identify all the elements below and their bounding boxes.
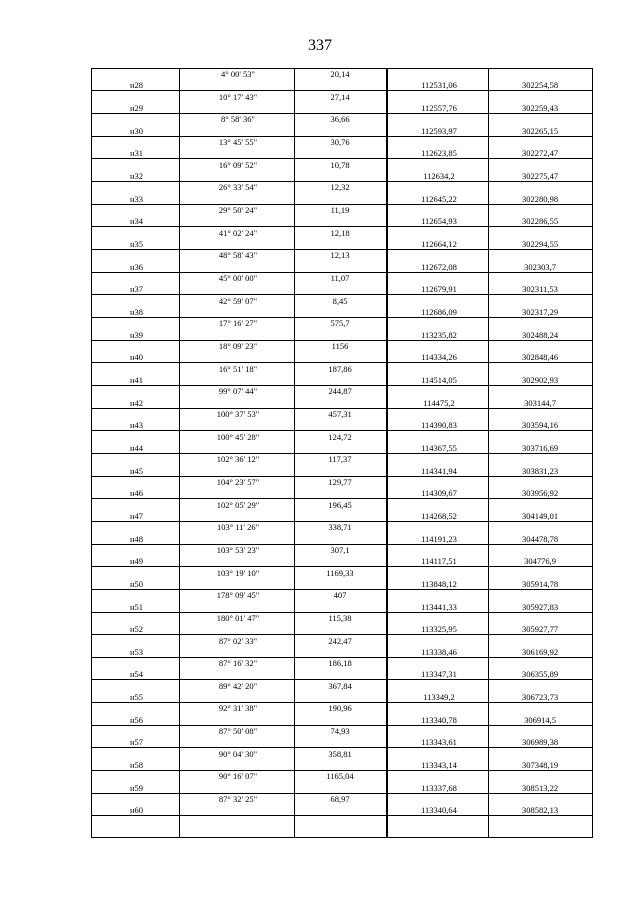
segment-row <box>92 477 592 488</box>
point-row <box>92 715 592 726</box>
segment-row <box>92 386 592 397</box>
segment-length: 358,81 <box>328 748 352 759</box>
direction-angle: 89° 42' 20" <box>218 680 258 691</box>
direction-angle: 13° 45' 55" <box>218 136 258 147</box>
point-name: н48 <box>130 533 144 544</box>
point-name: н46 <box>130 488 144 499</box>
direction-angle: 45° 00' 00" <box>218 272 258 283</box>
point-name: н54 <box>130 669 144 680</box>
segment-row <box>92 114 592 125</box>
segment-row <box>92 545 592 556</box>
direction-angle: 103° 11' 26" <box>216 522 260 533</box>
segment-length: 187,86 <box>328 363 352 374</box>
point-name: н60 <box>130 805 144 816</box>
y-coordinate: 302254,58 <box>521 80 559 91</box>
direction-angle: 103° 53' 23" <box>216 544 260 555</box>
direction-angle: 87° 02' 33" <box>218 635 258 646</box>
segment-row <box>92 771 592 782</box>
point-row <box>92 647 592 658</box>
x-coordinate: 114191,23 <box>421 533 457 544</box>
segment-row <box>92 658 592 669</box>
point-row <box>92 443 592 454</box>
y-coordinate: 308582,13 <box>521 805 559 816</box>
segment-length: 12,18 <box>330 227 350 238</box>
x-coordinate: 113349,2 <box>423 692 455 703</box>
point-row <box>92 103 592 114</box>
x-coordinate: 113441,33 <box>421 601 457 612</box>
direction-angle: 103° 19' 10" <box>216 567 260 578</box>
point-row <box>92 805 592 816</box>
y-coordinate: 305927,83 <box>521 601 559 612</box>
point-name: н47 <box>130 510 144 521</box>
direction-angle: 29° 50' 24" <box>218 204 258 215</box>
direction-angle: 99° 07' 44" <box>218 386 258 397</box>
segment-length: 8,45 <box>332 295 348 306</box>
segment-length: 1165,04 <box>326 771 354 782</box>
direction-angle: 90° 16' 07" <box>218 771 258 782</box>
x-coordinate: 114268,52 <box>421 510 457 521</box>
point-row <box>92 148 592 159</box>
point-name: н40 <box>130 352 144 363</box>
x-coordinate: 114367,55 <box>421 442 457 453</box>
segment-row <box>92 568 592 579</box>
x-coordinate: 112654,93 <box>421 216 457 227</box>
segment-length: 575,7 <box>330 318 350 329</box>
point-name: н52 <box>130 624 144 635</box>
segment-row <box>92 364 592 375</box>
x-coordinate: 113340,78 <box>421 714 457 725</box>
y-coordinate: 303594,16 <box>521 420 559 431</box>
segment-row <box>92 69 592 80</box>
segment-length: 12,32 <box>330 182 350 193</box>
y-coordinate: 306989,38 <box>521 737 559 748</box>
point-row <box>92 80 592 91</box>
segment-row <box>92 726 592 737</box>
direction-angle: 8° 58' 36" <box>221 114 255 125</box>
segment-row <box>92 160 592 171</box>
segment-length: 11,07 <box>330 272 350 283</box>
point-name: н41 <box>130 374 144 385</box>
y-coordinate: 302259,43 <box>521 102 559 113</box>
y-coordinate: 302848,46 <box>521 352 559 363</box>
y-coordinate: 302286,55 <box>521 216 559 227</box>
segment-row <box>92 590 592 601</box>
x-coordinate: 114390,83 <box>421 420 457 431</box>
y-coordinate: 302265,15 <box>521 125 559 136</box>
point-name: н59 <box>130 782 144 793</box>
point-name: н45 <box>130 465 144 476</box>
x-coordinate: 112679,91 <box>421 284 457 295</box>
point-name: н31 <box>130 148 144 159</box>
point-row <box>92 602 592 613</box>
point-row <box>92 669 592 680</box>
x-coordinate: 114117,51 <box>421 556 457 567</box>
direction-angle: 92° 31' 38" <box>218 703 258 714</box>
segment-row <box>92 522 592 533</box>
point-row <box>92 284 592 295</box>
x-coordinate: 114514,05 <box>421 374 457 385</box>
segment-row <box>92 250 592 261</box>
point-row <box>92 579 592 590</box>
y-coordinate: 302294,55 <box>521 238 559 249</box>
segment-length: 1156 <box>331 340 349 351</box>
segment-row <box>92 794 592 805</box>
x-coordinate: 114475,2 <box>423 397 455 408</box>
point-row <box>92 171 592 182</box>
segment-length: 124,72 <box>328 431 352 442</box>
page-number: 337 <box>308 37 332 54</box>
direction-angle: 180° 01' 47" <box>216 612 260 623</box>
y-coordinate: 302280,98 <box>521 193 559 204</box>
point-name: н37 <box>130 284 144 295</box>
segment-length: 196,45 <box>328 499 352 510</box>
y-coordinate: 302311,53 <box>522 284 558 295</box>
point-name: н30 <box>130 125 144 136</box>
point-name: н57 <box>130 737 144 748</box>
segment-length: 1169,33 <box>326 567 354 578</box>
y-coordinate: 303716,69 <box>521 442 559 453</box>
x-coordinate: 113343,14 <box>421 760 457 771</box>
direction-angle: 18° 09' 23" <box>218 340 258 351</box>
segment-length: 30,76 <box>330 136 350 147</box>
direction-angle: 102° 36' 12" <box>216 454 260 465</box>
x-coordinate: 112634,2 <box>423 170 455 181</box>
segment-row <box>92 500 592 511</box>
x-coordinate: 114341,94 <box>421 465 457 476</box>
direction-angle: 178° 09' 45" <box>216 590 260 601</box>
y-coordinate: 307348,19 <box>521 760 559 771</box>
direction-angle: 16° 09' 52" <box>218 159 258 170</box>
segment-length: 10,78 <box>330 159 350 170</box>
point-name: н32 <box>130 170 144 181</box>
x-coordinate: 114309,67 <box>421 488 457 499</box>
segment-length: 244,87 <box>328 386 352 397</box>
direction-angle: 10° 17' 43" <box>218 91 258 102</box>
segment-row <box>92 749 592 760</box>
point-name: н42 <box>130 397 144 408</box>
segment-row <box>92 613 592 624</box>
segment-row <box>92 681 592 692</box>
point-row <box>92 737 592 748</box>
direction-angle: 26° 33' 54" <box>218 182 258 193</box>
segment-row <box>92 228 592 239</box>
y-coordinate: 302272,47 <box>521 148 559 159</box>
segment-length: 74,93 <box>330 726 350 737</box>
y-coordinate: 306355,89 <box>521 669 559 680</box>
y-coordinate: 302317,29 <box>521 306 559 317</box>
point-name: н44 <box>130 442 144 453</box>
x-coordinate: 113337,68 <box>421 782 457 793</box>
point-name: н58 <box>130 760 144 771</box>
x-coordinate: 112531,06 <box>421 80 457 91</box>
y-coordinate: 304149,01 <box>521 510 559 521</box>
direction-angle: 4° 00' 53" <box>221 69 255 79</box>
y-coordinate: 303831,23 <box>521 465 559 476</box>
segment-length: 457,31 <box>328 408 352 419</box>
x-coordinate: 112686,09 <box>421 306 457 317</box>
point-row <box>92 534 592 545</box>
segment-length: 20,14 <box>330 69 350 79</box>
direction-angle: 16° 51' 18" <box>218 363 258 374</box>
direction-angle: 100° 37' 53" <box>216 408 260 419</box>
x-coordinate: 112645,22 <box>421 193 457 204</box>
point-row <box>92 194 592 205</box>
direction-angle: 87° 50' 08" <box>218 726 258 737</box>
point-name: н43 <box>130 420 144 431</box>
segment-length: 12,13 <box>330 250 350 261</box>
segment-row <box>92 341 592 352</box>
direction-angle: 42° 59' 07" <box>218 295 258 306</box>
segment-row <box>92 454 592 465</box>
point-name: н36 <box>130 261 144 272</box>
segment-length: 367,84 <box>328 680 352 691</box>
point-row <box>92 398 592 409</box>
x-coordinate: 113325,95 <box>421 624 457 635</box>
point-row <box>92 262 592 273</box>
y-coordinate: 305927,77 <box>521 624 559 635</box>
direction-angle: 41° 02' 24" <box>218 227 258 238</box>
y-coordinate: 304478,78 <box>521 533 559 544</box>
direction-angle: 100° 45' 28" <box>216 431 260 442</box>
y-coordinate: 306169,92 <box>521 646 559 657</box>
y-coordinate: 306723,73 <box>521 692 559 703</box>
direction-angle: 90° 04' 30" <box>218 748 258 759</box>
y-coordinate: 302303,7 <box>524 261 556 272</box>
segment-length: 407 <box>333 590 347 601</box>
segment-row <box>92 205 592 216</box>
point-row <box>92 307 592 318</box>
direction-angle: 87° 32' 25" <box>218 794 258 805</box>
y-coordinate: 302275,47 <box>521 170 559 181</box>
point-row <box>92 624 592 635</box>
point-name: н55 <box>130 692 144 703</box>
x-coordinate: 112593,97 <box>421 125 457 136</box>
point-row <box>92 488 592 499</box>
y-coordinate: 302488,24 <box>521 329 559 340</box>
segment-length: 117,37 <box>328 454 352 465</box>
point-row <box>92 692 592 703</box>
point-name: н28 <box>130 80 144 91</box>
y-coordinate: 303144,7 <box>524 397 556 408</box>
point-name: н38 <box>130 306 144 317</box>
point-row <box>92 511 592 522</box>
point-name: н56 <box>130 714 144 725</box>
x-coordinate: 113347,31 <box>421 669 457 680</box>
point-name: н51 <box>130 601 144 612</box>
direction-angle: 17° 16' 27" <box>218 318 258 329</box>
point-row <box>92 556 592 567</box>
point-name: н50 <box>130 578 144 589</box>
segment-length: 338,71 <box>328 522 352 533</box>
point-name: н33 <box>130 193 144 204</box>
segment-row <box>92 182 592 193</box>
segment-length: 307,1 <box>330 544 350 555</box>
segment-row <box>92 703 592 714</box>
segment-length: 242,47 <box>328 635 352 646</box>
segment-length: 115,38 <box>328 612 352 623</box>
y-coordinate: 304776,9 <box>524 556 556 567</box>
segment-length: 11,19 <box>330 204 350 215</box>
point-row <box>92 466 592 477</box>
segment-length: 186,18 <box>328 658 352 669</box>
y-coordinate: 306914,5 <box>524 714 556 725</box>
point-row <box>92 126 592 137</box>
segment-length: 190,96 <box>328 703 352 714</box>
point-row <box>92 783 592 794</box>
segment-row <box>92 409 592 420</box>
point-row <box>92 352 592 363</box>
segment-length: 68,97 <box>330 794 350 805</box>
direction-angle: 87° 16' 32" <box>218 658 258 669</box>
point-row <box>92 330 592 341</box>
direction-angle: 48° 58' 43" <box>218 250 258 261</box>
segment-row <box>92 432 592 443</box>
x-coordinate: 112664,12 <box>421 238 457 249</box>
x-coordinate: 112672,08 <box>421 261 457 272</box>
direction-angle: 102° 05' 29" <box>216 499 260 510</box>
segment-length: 129,77 <box>328 476 352 487</box>
point-row <box>92 760 592 771</box>
x-coordinate: 113343,61 <box>421 737 457 748</box>
point-name: н29 <box>130 102 144 113</box>
point-name: н53 <box>130 646 144 657</box>
y-coordinate: 303956,92 <box>521 488 559 499</box>
segment-row <box>92 318 592 329</box>
point-row <box>92 420 592 431</box>
segment-length: 36,66 <box>330 114 350 125</box>
y-coordinate: 302902,93 <box>521 374 559 385</box>
point-row <box>92 375 592 386</box>
coordinates-table <box>91 68 593 838</box>
x-coordinate: 113235,82 <box>421 329 457 340</box>
x-coordinate: 114334,26 <box>421 352 457 363</box>
segment-row <box>92 296 592 307</box>
y-coordinate: 308513,22 <box>521 782 559 793</box>
point-row <box>92 239 592 250</box>
segment-row <box>92 92 592 103</box>
point-name: н39 <box>130 329 144 340</box>
point-name: н34 <box>130 216 144 227</box>
x-coordinate: 113338,46 <box>421 646 457 657</box>
segment-row <box>92 273 592 284</box>
point-name: н35 <box>130 238 144 249</box>
segment-row <box>92 137 592 148</box>
x-coordinate: 113340,64 <box>421 805 457 816</box>
x-coordinate: 112623,85 <box>421 148 457 159</box>
segment-row <box>92 636 592 647</box>
x-coordinate: 112557,76 <box>421 102 457 113</box>
point-name: н49 <box>130 556 144 567</box>
segment-length: 27,14 <box>330 91 350 102</box>
point-row <box>92 216 592 227</box>
direction-angle: 104° 23' 57" <box>216 476 260 487</box>
x-coordinate: 113848,12 <box>421 578 457 589</box>
y-coordinate: 305914,78 <box>521 578 559 589</box>
